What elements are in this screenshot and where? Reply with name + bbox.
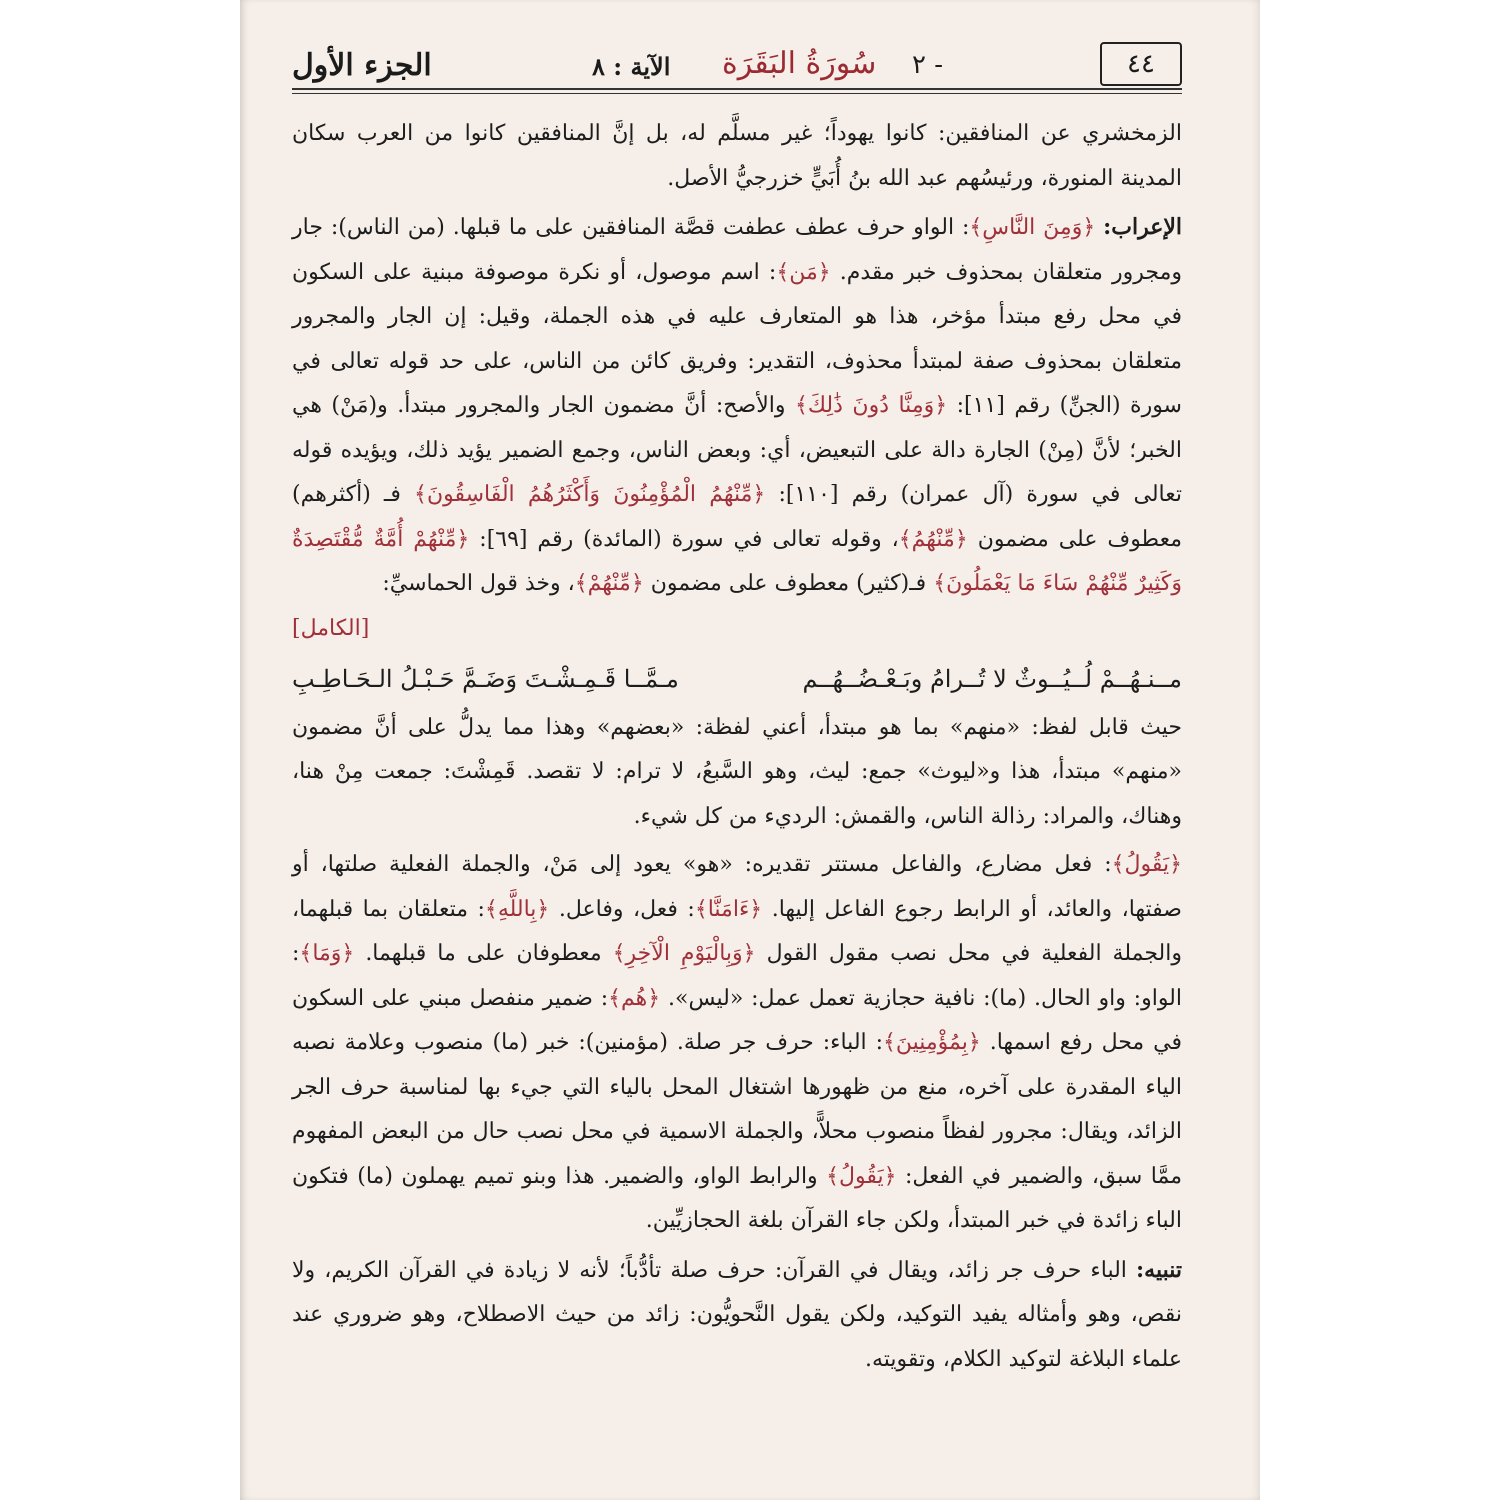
quran-quote: ﴿بِمُؤْمِنِينَ﴾ bbox=[882, 1030, 981, 1055]
ayah-label: الآية : ٨ bbox=[592, 52, 671, 81]
verse-first-hemistich: مــنـهُــمْ لُــيُــوثٌ لا تُــرامُ وبَـعْـضُــهُــم bbox=[802, 665, 1182, 693]
verse-second-hemistich: مـمَّــا قَـمِـشْـتَ وَضَـمَّ حَـبْـلُ الـحَـاطِـبِ bbox=[292, 665, 679, 693]
page-body bbox=[292, 112, 1182, 1386]
page-number: ٤٤ bbox=[1100, 42, 1182, 86]
text-segment: : الواو: واو الحال. (ما): نافية حجازية تعمل عمل: «ليس». bbox=[292, 941, 1182, 1011]
paragraph-explanation: حيث قابل لفظ: «منهم» بما هو مبتدأ، أعني لفظة: «بعضهم» وهذا مما يدلُّ على أنَّ مضمون «منهم» مبتدأ، هذا و«ليوث» جمع: ليث، وهو السَّبعُ، لا ترام: لا تقصد. قَمِشْتَ: جمعت مِنْ هنا، وهناك، والمراد: رذالة الناس، والقمش: الرديء من كل شيء. bbox=[292, 714, 1183, 829]
text-segment: ، وقوله تعالى في سورة (المائدة) رقم [٦٩]: bbox=[479, 526, 899, 552]
quran-quote: ﴿وَمَا﴾ bbox=[299, 941, 355, 966]
paragraph-irab bbox=[292, 205, 1182, 651]
note-heading: تنبيه: bbox=[1136, 1256, 1182, 1283]
quran-quote: ﴿بِاللَّهِ﴾ bbox=[484, 896, 550, 922]
quran-quote: ﴿يَقُولُ﴾ bbox=[1111, 852, 1182, 877]
text-segment: : متعلقان بما قبلهما، والجملة الفعلية في محل نصب مقول القول bbox=[292, 896, 1182, 966]
header-rule bbox=[292, 88, 1182, 90]
quran-quote: ﴿مِّنْهُمْ﴾ bbox=[574, 571, 644, 596]
quran-quote: ﴿هُم﴾ bbox=[608, 985, 661, 1011]
quran-quote: ﴿مِّنْهُمُ﴾ bbox=[898, 526, 968, 552]
quran-quote: ﴿ءَامَنَّا﴾ bbox=[694, 896, 763, 922]
text-segment: : فعل مضارع، والفاعل مستتر تقديره: «هو» يعود إلى مَنْ، والجملة الفعلية صلتها، أو صفتها، والعائد، أو الرابط رجوع الفاعل إليها. bbox=[292, 852, 1182, 922]
text-segment: فـ (أكثرهم) معطوف على مضمون bbox=[292, 482, 1183, 552]
quran-quote: ﴿وَمِنَ النَّاسِ﴾ bbox=[969, 215, 1096, 240]
surah-number: ٢ - bbox=[912, 50, 944, 80]
text-segment: : فعل، وفاعل. bbox=[558, 896, 695, 922]
header-rule-thin bbox=[292, 93, 1182, 94]
text-segment: : اسم موصول، أو نكرة موصوفة مبنية على السكون في محل رفع مبتدأ مؤخر، هذا هو المتعارف عليه في هذه الجملة، وقيل: إن الجار والمجرور متعلقان بمحذوف صفة لمبتدأ محذوف، التقدير: وفريق كائن من الناس، على حد قوله تعالى في سورة (الجنِّ) رقم [١١]: bbox=[292, 259, 1182, 418]
paragraph-yaqulu bbox=[292, 843, 1182, 1244]
paragraph-note bbox=[292, 1248, 1182, 1383]
paragraph-intro: الزمخشري عن المنافقين: كانوا يهوداً؛ غير مسلَّم له، بل إنَّ المنافقين كانوا من العرب سكان المدينة المنورة، ورئيسُهم عبد الله بنُ أُبَيٍّ خزرجيُّ الأصل. bbox=[292, 121, 1182, 191]
text-segment: : الباء: حرف جر صلة. (مؤمنين): خبر (ما) منصوب وعلامة نصبه الياء المقدرة على آخره، منع من ظهورها اشتغال المحل بالياء التي جيء بها لمناسبة حرف الجر الزائد، ويقال: مجرور لفظاً منصوب محلاًّ، والجملة الاسمية في محل نصب حال من البعض المفهوم ممَّا سبق، والضمير في الفعل: bbox=[292, 1030, 1182, 1189]
book-page bbox=[240, 0, 1260, 1500]
quran-quote: ﴿مِّنْهُمْ أُمَّةٌ مُّقْتَصِدَةٌ وَكَثِيرٌ مِّنْهُمْ سَاءَ مَا يَعْمَلُونَ﴾ bbox=[292, 526, 1182, 596]
surah-name: سُورَةُ البَقَرَة bbox=[722, 46, 877, 81]
quran-quote: ﴿وَبِالْيَوْمِ الْآخِرِ﴾ bbox=[612, 941, 756, 966]
text-segment: : ضمير منفصل مبني على السكون في محل رفع اسمها. bbox=[292, 985, 1183, 1055]
quran-quote: ﴿وَمِنَّا دُونَ ذَٰلِكَ﴾ bbox=[794, 393, 948, 418]
text-segment: : الواو حرف عطف عطفت قصَّة المنافقين على ما قبلها. (من الناس): جار ومجرور متعلقان بمحذوف خبر مقدم. bbox=[292, 215, 1182, 285]
text-segment: فـ(كثير) معطوف على مضمون bbox=[650, 571, 927, 596]
note-text: الباء حرف جر زائد، ويقال في القرآن: حرف صلة تأدُّباً؛ لأنه لا زيادة في القرآن الكريم، ولا نقص، وهو وأمثاله يفيد التوكيد، ولكن يقول النَّحويُّون: زائد من حيث الاصطلاح، وهو ضروري عند علماء البلاغة لتوكيد الكلام، وتقويته. bbox=[292, 1257, 1182, 1372]
text-segment: والرابط الواو، والضمير. هذا وبنو تميم يهملون (ما) فتكون الباء زائدة في خبر المبتدأ، ولكن جاء القرآن بلغة الحجازيِّين. bbox=[292, 1163, 1182, 1233]
juz-label: الجزء الأول bbox=[292, 48, 432, 83]
quran-quote: ﴿مِّنْهُمُ الْمُؤْمِنُونَ وَأَكْثَرُهُمُ الْفَاسِقُونَ﴾ bbox=[414, 482, 766, 507]
text-segment: والأصح: أنَّ مضمون الجار والمجرور مبتدأ. و(مَنْ) هي الخبر؛ لأنَّ (مِنْ) الجارة دالة على التبعيض، أي: وبعض الناس، وجمع الضمير يؤيد ذلك، ويؤيده قوله تعالى في سورة (آل عمران) رقم [١١٠]: bbox=[292, 393, 1182, 507]
text-segment: معطوفان على ما قبلهما. bbox=[365, 941, 602, 966]
irab-heading: الإعراب: bbox=[1103, 214, 1183, 240]
quran-quote: ﴿مَن﴾ bbox=[776, 259, 831, 285]
text-segment: ، وخذ قول الحماسيِّ: bbox=[382, 571, 575, 596]
quran-quote: ﴿يَقُولُ﴾ bbox=[826, 1163, 897, 1189]
poetry-verse bbox=[292, 657, 1182, 702]
meter-label: [الكامل] bbox=[292, 615, 370, 641]
